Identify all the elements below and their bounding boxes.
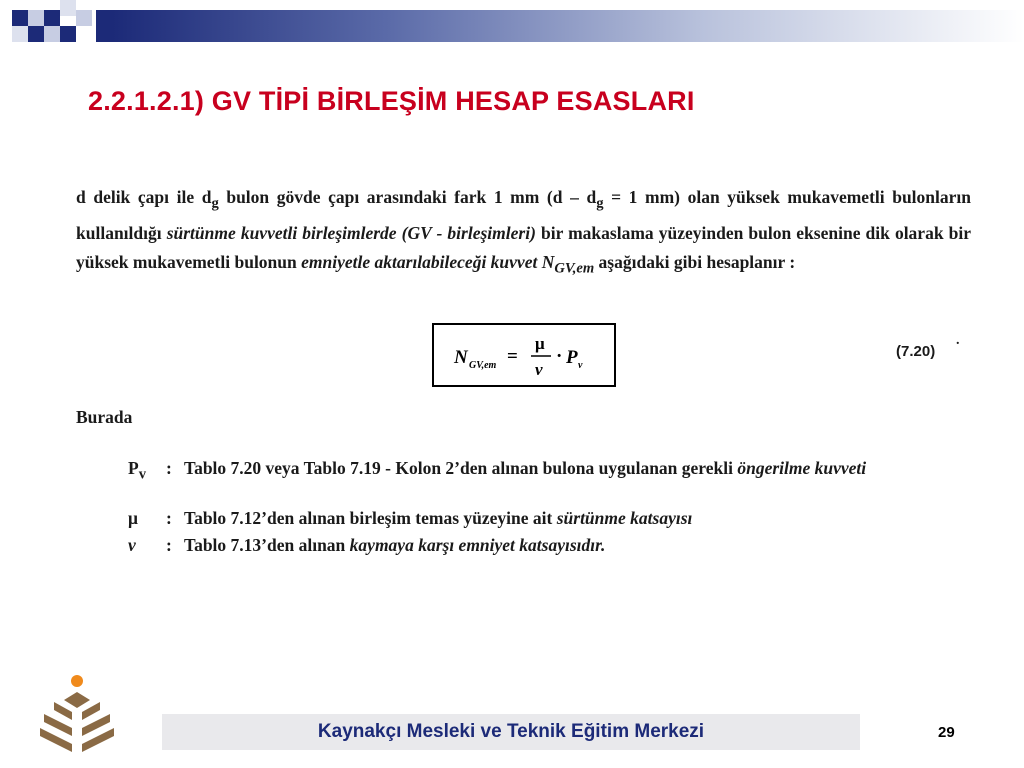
force-symbol: N — [541, 251, 555, 272]
burada-label: Burada — [76, 407, 133, 427]
formula-numerator: μ — [535, 334, 545, 353]
definitions-list — [128, 455, 968, 559]
deco-square — [44, 10, 60, 26]
desc-text: Tablo 7.12’den alınan birleşim temas yüzeyine ait — [184, 508, 557, 528]
desc-text: Tablo 7.20 veya Tablo 7.19 - Kolon 2’den alınan bulona uygulanan gerekli — [184, 458, 738, 478]
desc-italic: kaymaya karşı emniyet katsayısıdır. — [349, 535, 606, 555]
intro-text: = 1 mm) olan yüksek mukavemetli bulonların kullanıldığı — [76, 187, 971, 243]
deco-square — [96, 10, 112, 42]
definition-colon: : — [166, 458, 172, 478]
definition-colon: : — [166, 535, 172, 555]
deco-square — [76, 10, 92, 26]
symbol-subscript: v — [138, 466, 146, 483]
deco-square — [44, 26, 60, 42]
formula-lhs: N — [454, 347, 468, 368]
formula-dot: · — [556, 346, 563, 367]
header-gradient-band — [112, 10, 1024, 42]
intro-text: aşağıdaki gibi hesaplanır : — [594, 251, 796, 272]
formula-rhs: P — [566, 347, 578, 368]
formula-svg — [434, 325, 614, 385]
formula-rhs-subscript: v — [578, 360, 583, 371]
definition-row — [128, 455, 968, 505]
definition-symbol — [128, 455, 164, 489]
deco-square — [28, 10, 44, 26]
deco-square — [60, 0, 76, 16]
deco-square — [60, 26, 76, 42]
symbol-text: μ — [128, 508, 138, 528]
symbol-text: ν — [128, 535, 136, 555]
deco-square — [12, 26, 28, 42]
desc-italic: öngerilme kuvveti — [737, 458, 867, 478]
definition-row — [128, 532, 968, 559]
top-decoration — [0, 0, 1024, 48]
definition-symbol — [128, 532, 164, 559]
definition-text — [184, 532, 964, 559]
definition-colon: : — [166, 508, 172, 528]
footer-text: Kaynakçı Mesleki ve Teknik Eğitim Merkezi — [317, 721, 705, 742]
intro-text: d delik çapı ile d — [76, 187, 212, 207]
desc-text: Tablo 7.13’den alınan — [184, 535, 350, 555]
intro-subscript: g — [211, 195, 219, 212]
dot-mark: . — [956, 333, 960, 348]
slide-title: 2.2.1.2.1) GV TİPİ BİRLEŞİM HESAP ESASLARI — [88, 86, 695, 116]
definition-text — [184, 455, 964, 482]
symbol-text: P — [128, 458, 139, 478]
intro-italic-text: sürtünme kuvvetli birleşimlerde (GV - birleşimleri) — [166, 222, 536, 243]
definition-row — [128, 505, 968, 532]
formula-equals: = — [507, 346, 518, 367]
force-subscript: GV,em — [554, 260, 595, 276]
footer-bar — [162, 714, 860, 750]
formula-denominator: ν — [535, 360, 543, 379]
intro-subscript: g — [596, 195, 604, 212]
formula-lhs-subscript: GV,em — [469, 360, 497, 371]
deco-square — [28, 26, 44, 42]
formula-number: (7.20) — [896, 343, 936, 360]
intro-text: bulon gövde çapı arasındaki fark 1 mm (d – d — [218, 187, 597, 207]
desc-italic: sürtünme katsayısı — [556, 508, 693, 528]
institution-logo-icon — [34, 674, 120, 760]
page-number: 29 — [938, 724, 955, 741]
formula-box — [432, 323, 616, 387]
intro-italic-text: emniyetle aktarılabileceği kuvvet — [301, 251, 538, 272]
deco-square — [12, 10, 28, 26]
definition-text — [184, 505, 964, 532]
intro-paragraph — [76, 183, 971, 283]
intro-text: bir makaslama yüzeyinden bulon eksenine dik olarak bir yüksek mukavemetli bulonun — [76, 222, 971, 272]
definition-symbol — [128, 505, 164, 532]
